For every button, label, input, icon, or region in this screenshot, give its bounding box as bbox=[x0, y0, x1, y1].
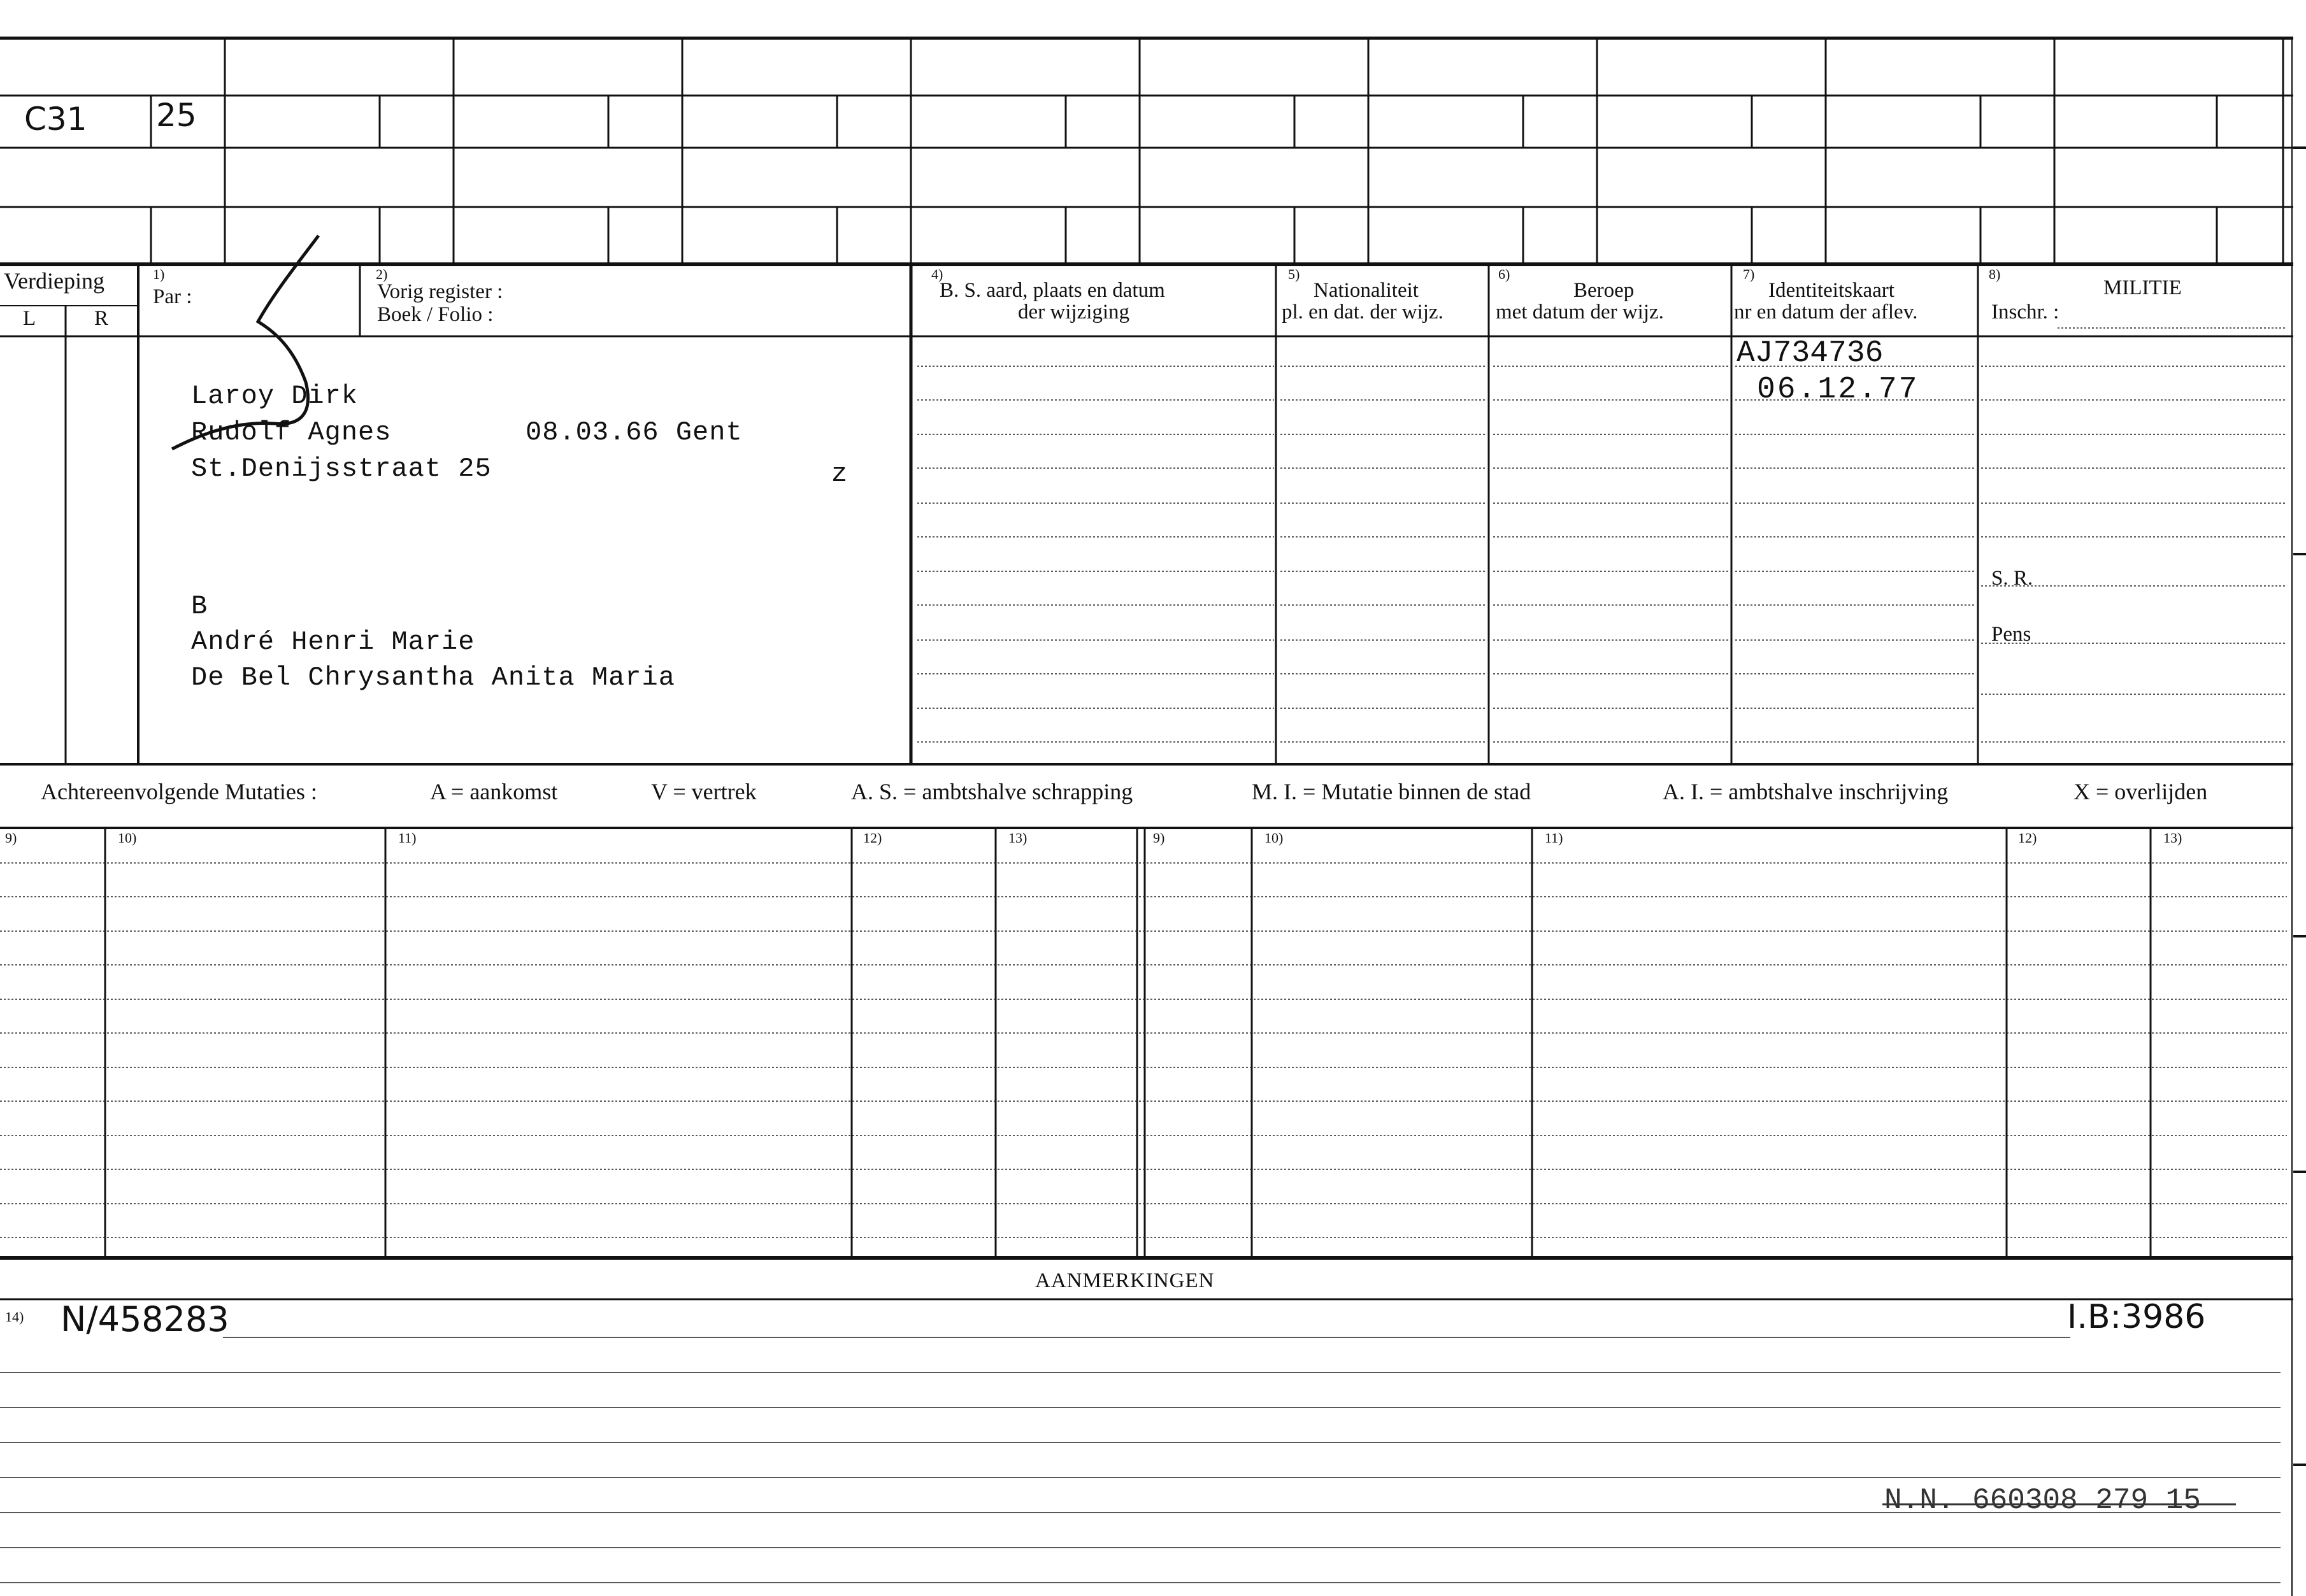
father-name: André Henri Marie bbox=[191, 627, 475, 657]
person-address: St.Denijsstraat 25 bbox=[191, 453, 492, 484]
id-card-date: 06.12.77 bbox=[1757, 373, 1919, 407]
mut-left-col-11: 11) bbox=[398, 830, 417, 846]
col-14-number: 14) bbox=[5, 1309, 24, 1325]
mut-left-col-13: 13) bbox=[1008, 830, 1028, 846]
person-b: B bbox=[191, 591, 208, 622]
legend-mutatie-binnen-stad: M. I. = Mutatie binnen de stad bbox=[1252, 779, 1531, 804]
col-6-number: 6) bbox=[1498, 266, 1510, 282]
code-25: 25 bbox=[156, 97, 197, 134]
mother-name: De Bel Chrysantha Anita Maria bbox=[191, 662, 675, 693]
militie-header: MILITIE bbox=[2103, 276, 2182, 299]
beroep-header: Beroep bbox=[1573, 279, 1635, 302]
remark-nn-number: N.N. 660308 279 15 bbox=[1884, 1484, 2201, 1517]
col-1-number: 1) bbox=[153, 266, 165, 282]
inschr-label: Inschr. : bbox=[1991, 301, 2059, 324]
mut-right-col-11: 11) bbox=[1545, 830, 1563, 846]
par-label: Par : bbox=[153, 285, 192, 308]
verdieping-label: Verdieping bbox=[4, 268, 104, 294]
remark-ib-code: I.B:3986 bbox=[2067, 1298, 2206, 1336]
mut-right-col-10: 10) bbox=[1264, 830, 1284, 846]
sr-label: S. R. bbox=[1991, 567, 2033, 590]
mut-right-col-9: 9) bbox=[1153, 830, 1165, 846]
identiteitskaart-sub: nr en datum der aflev. bbox=[1734, 301, 1918, 324]
mut-left-col-10: 10) bbox=[118, 830, 137, 846]
id-card-number: AJ734736 bbox=[1737, 336, 1884, 371]
mut-left-col-12: 12) bbox=[863, 830, 882, 846]
legend-vertrek: V = vertrek bbox=[651, 779, 757, 804]
floor-r-label: R bbox=[94, 307, 109, 330]
mut-right-col-12: 12) bbox=[2018, 830, 2037, 846]
legend-overlijden: X = overlijden bbox=[2073, 779, 2208, 804]
floor-l-label: L bbox=[23, 307, 36, 330]
boek-folio-label: Boek / Folio : bbox=[377, 303, 494, 326]
col-8-number: 8) bbox=[1989, 266, 2001, 282]
col-4-number: 4) bbox=[931, 266, 943, 282]
col-5-number: 5) bbox=[1288, 266, 1300, 282]
person-mark: z bbox=[831, 459, 849, 489]
legend-ambtshalve-schrapping: A. S. = ambtshalve schrapping bbox=[851, 779, 1133, 804]
person-name-line2: Rudolf Agnes bbox=[191, 417, 392, 448]
code-c31: C31 bbox=[24, 101, 87, 138]
mut-right-col-13: 13) bbox=[2163, 830, 2182, 846]
vorig-register-label: Vorig register : bbox=[377, 280, 503, 303]
remark-n-code: N/458283 bbox=[61, 1299, 229, 1339]
aanmerkingen-title: AANMERKINGEN bbox=[1035, 1269, 1215, 1292]
mutaties-label: Achtereenvolgende Mutaties : bbox=[41, 779, 317, 804]
col-7-number: 7) bbox=[1743, 266, 1755, 282]
mut-left-col-9: 9) bbox=[5, 830, 17, 846]
nationaliteit-sub: pl. en dat. der wijz. bbox=[1282, 301, 1443, 324]
beroep-sub: met datum der wijz. bbox=[1496, 301, 1664, 324]
col-2-number: 2) bbox=[376, 266, 388, 282]
pens-label: Pens bbox=[1991, 623, 2031, 646]
nationaliteit-header: Nationaliteit bbox=[1314, 279, 1419, 302]
person-birth: 08.03.66 Gent bbox=[526, 417, 743, 448]
bs-header-line1: B. S. aard, plaats en datum bbox=[940, 279, 1165, 302]
bs-header-line2: der wijziging bbox=[1018, 301, 1130, 324]
identiteitskaart-header: Identiteitskaart bbox=[1768, 279, 1894, 302]
legend-ambtshalve-inschrijving: A. I. = ambtshalve inschrijving bbox=[1663, 779, 1949, 804]
person-name-line1: Laroy Dirk bbox=[191, 381, 359, 411]
legend-aankomst: A = aankomst bbox=[430, 779, 558, 804]
